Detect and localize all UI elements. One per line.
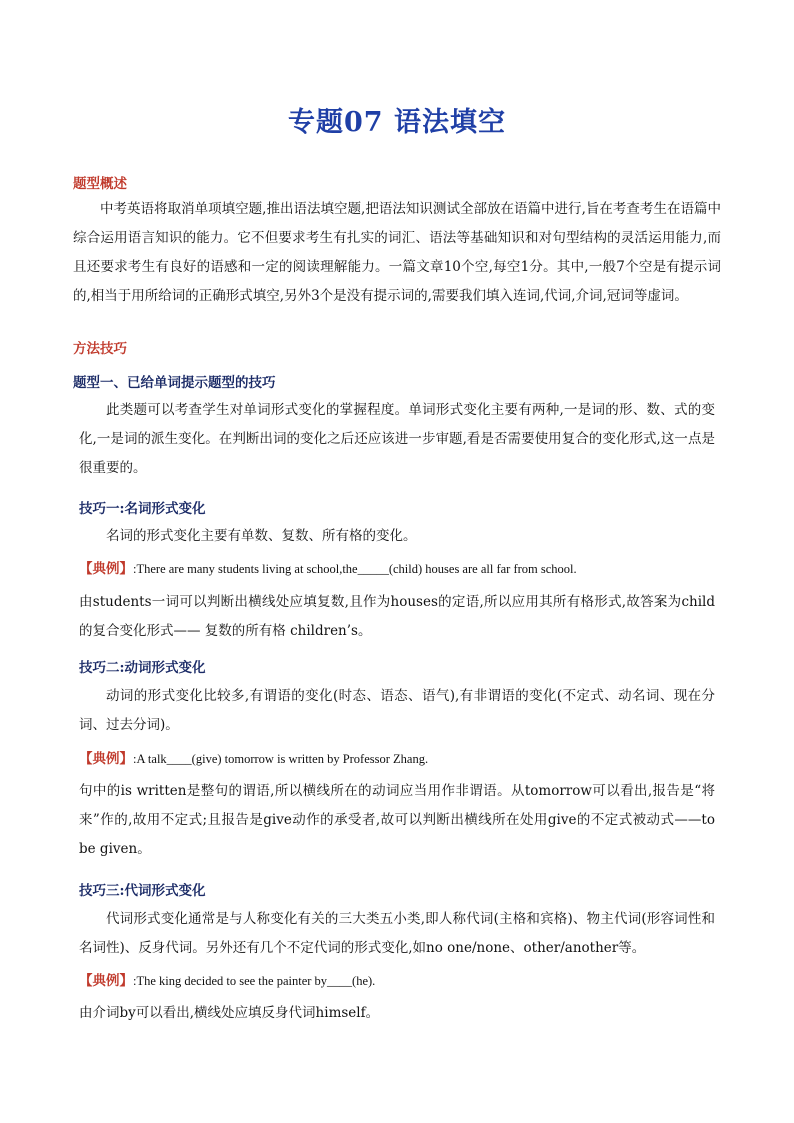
overview-body: 中考英语将取消单项填空题,推出语法填空题,把语法知识测试全部放在语篇中进行,旨在考查考生在语篇中综合运用语言知识的能力。它不但要求考生有扎实的词汇、语法等基础知识和对句型结构的灵活运用能力,而且还要求考生有良好的语感和一定的阅读理解能力。一篇文章10个空,每空1分。其中,一般7个空是有提示词的,相当于用所给词的正确形式填空,另外3个是没有提示词的,需要我们填入连词,代词,介词,冠词等虚词。 xyxy=(73,201,721,304)
methods-heading: 方法技巧 xyxy=(73,341,127,357)
overview-heading: 题型概述 xyxy=(73,176,127,192)
tip2-heading: 技巧二:动词形式变化 xyxy=(79,660,206,676)
type1-body: 此类题可以考查学生对单词形式变化的掌握程度。单词形式变化主要有两种,一是词的形、数、式的变化,一是词的派生变化。在判断出词的变化之后还应该进一步审题,看是否需要使用复合的变化形式,这一点是很重要的。 xyxy=(79,402,715,476)
tip3-example xyxy=(79,967,375,996)
type1-heading: 题型一、已给单词提示题型的技巧 xyxy=(73,375,276,391)
tip1-body: 名词的形式变化主要有单数、复数、所有格的变化。 xyxy=(106,528,417,544)
example-text: :The king decided to see the painter by____(he). xyxy=(133,974,376,988)
tip1-example xyxy=(79,555,577,584)
tip2-example xyxy=(79,745,428,774)
tip3-body: 代词形式变化通常是与人称变化有关的三大类五小类,即人称代词(主格和宾格)、物主代词(形容词性和名词性)、反身代词。另外还有几个不定代词的形式变化,如no one/none、other/another等。 xyxy=(79,911,715,956)
tip1-analysis: 由students一词可以判断出横线处应填复数,且作为houses的定语,所以应用其所有格形式,故答案为child的复合变化形式—— 复数的所有格 children’s。 xyxy=(79,594,715,639)
example-tag: 【典例】 xyxy=(79,973,133,989)
tip2-body: 动词的形式变化比较多,有谓语的变化(时态、语态、语气),有非谓语的变化(不定式、动名词、现在分词、过去分词)。 xyxy=(79,688,715,733)
tip3-heading: 技巧三:代词形式变化 xyxy=(79,883,206,899)
tip2-analysis: 句中的is written是整句的谓语,所以横线所在的动词应当用作非谓语。从tomorrow可以看出,报告是“将来”作的,故用不定式;且报告是give动作的承受者,故可以判断出横线所在处用give的不定式被动式——to be given。 xyxy=(79,783,715,857)
page-title: 专题07 语法填空 xyxy=(288,107,506,138)
tip1-heading: 技巧一:名词形式变化 xyxy=(79,501,206,517)
example-text: :There are many students living at school,the_____(child) houses are all far from school. xyxy=(133,562,577,576)
example-text: :A talk____(give) tomorrow is written by Professor Zhang. xyxy=(133,752,429,766)
tip3-analysis: 由介词by可以看出,横线处应填反身代词himself。 xyxy=(79,1005,380,1021)
example-tag: 【典例】 xyxy=(79,751,133,767)
example-tag: 【典例】 xyxy=(79,561,133,577)
